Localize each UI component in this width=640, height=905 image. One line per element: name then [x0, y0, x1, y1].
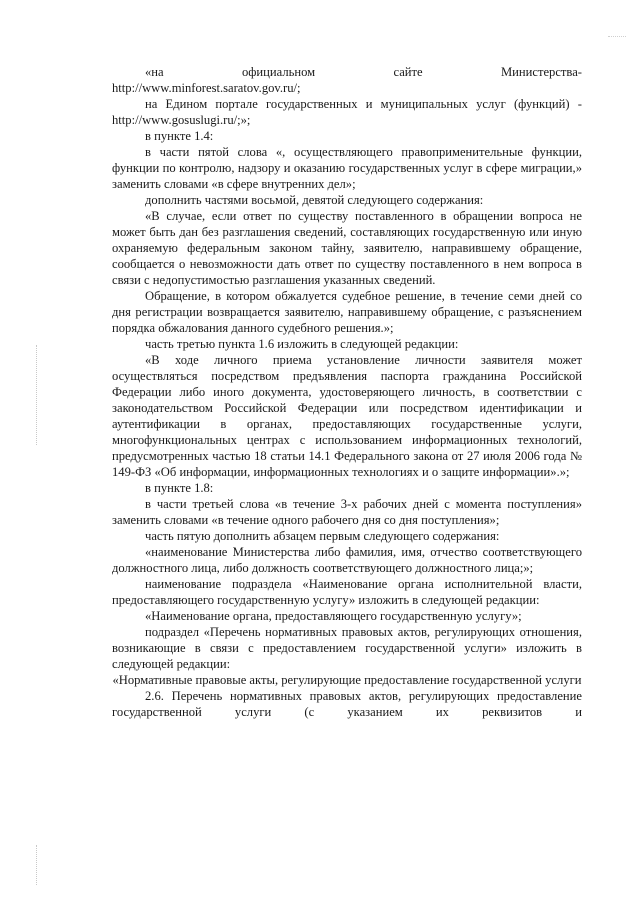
paragraph: на Едином портале государственных и муниципальных услуг (функций) - http://www.gosuslugi.ru/;»; [112, 97, 582, 127]
corner-mark [608, 36, 626, 37]
paragraph: в пункте 1.8: [145, 481, 214, 495]
paragraph: «Наименование органа, предоставляющего государственную услугу»; [145, 609, 522, 623]
paragraph: «В случае, если ответ по существу поставленного в обращении вопроса не может быть дан без разглашения сведений, составляющих государственную или иную охраняемую федеральным законом тайну, заявителю, направившему обращение, сообщается о невозможности дать ответ по существу поставленного в нем вопроса в связи с недопустимостью разглашения указанных сведений. [112, 209, 582, 287]
paragraph: http://www.minforest.saratov.gov.ru/; [112, 81, 301, 95]
margin-mark [36, 845, 39, 885]
document-body [112, 64, 582, 720]
paragraph: «на официальном сайте Министерства- [145, 65, 582, 79]
margin-mark [36, 345, 39, 445]
paragraph: в части третьей слова «в течение 3-х рабочих дней с момента поступления» заменить словами «в течение одного рабочего дня со дня поступления»; [112, 497, 582, 527]
paragraph: «наименование Министерства либо фамилия, имя, отчество соответствующего должностного лица, либо должность соответствующего должностного лица;»; [112, 545, 582, 575]
paragraph: «В ходе личного приема установление личности заявителя может осуществляться посредством предъявления паспорта гражданина Российской Федерации либо иного документа, удостоверяющего личность, в соответствии с законодательством Российской Федерации или посредством идентификации и аутентификации в органах, предоставляющих государственные услуги, многофункциональных центрах с использованием информационных технологий, предусмотренных частью 18 статьи 14.1 Федерального закона от 27 июля 2006 года № 149-ФЗ «Об информации, информационных технологиях и о защите информации».»; [112, 353, 582, 479]
paragraph: в части пятой слова «, осуществляющего правоприменительные функции, функции по контролю, надзору и оказанию государственных услуг в сфере миграции,» заменить словами «в сфере внутренних дел»; [112, 145, 582, 191]
paragraph: дополнить частями восьмой, девятой следующего содержания: [145, 193, 484, 207]
paragraph: Обращение, в котором обжалуется судебное решение, в течение семи дней со дня регистрации возвращается заявителю, направившему обращение, с разъяснением порядка обжалования данного судебного решения.»; [112, 289, 582, 335]
paragraph: подраздел «Перечень нормативных правовых актов, регулирующих отношения, возникающие в связи с предоставлением государственной услуги» изложить в следующей редакции: [112, 625, 582, 671]
paragraph: часть пятую дополнить абзацем первым следующего содержания: [145, 529, 500, 543]
paragraph: «Нормативные правовые акты, регулирующие предоставление государственной услуги [112, 673, 582, 687]
paragraph: 2.6. Перечень нормативных правовых актов, регулирующих предоставление государственной услуги (с указанием их реквизитов и [112, 689, 582, 719]
paragraph: наименование подраздела «Наименование органа исполнительной власти, предоставляющего государственную услугу» изложить в следующей редакции: [112, 577, 582, 607]
paragraph: часть третью пункта 1.6 изложить в следующей редакции: [145, 337, 459, 351]
paragraph: в пункте 1.4: [145, 129, 214, 143]
